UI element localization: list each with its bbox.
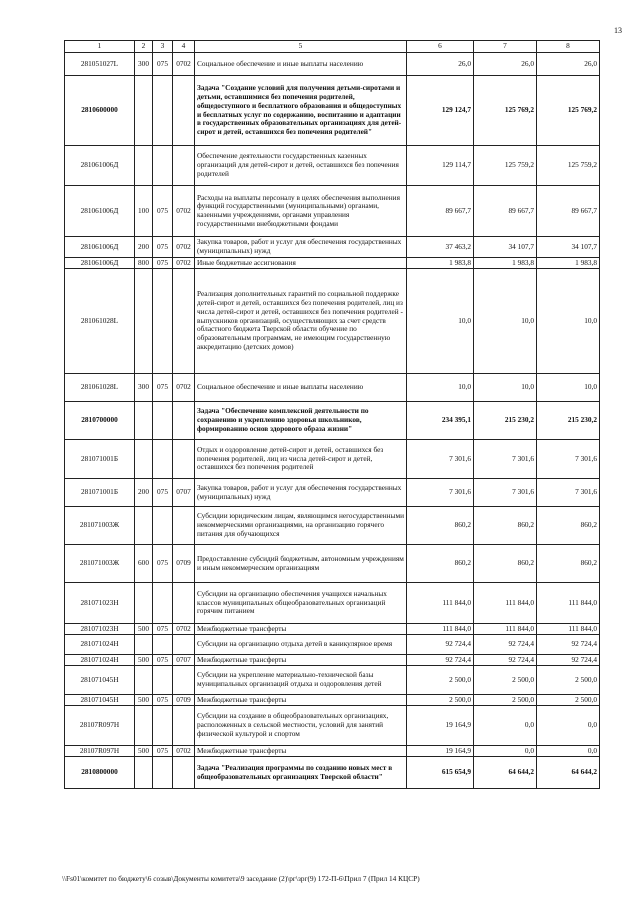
- expense-type-cell: [135, 269, 153, 374]
- section-cell: 0707: [173, 479, 195, 507]
- amount-cell-year1: 2 500,0: [407, 695, 474, 706]
- amount-cell-year2: 92 724,4: [474, 635, 537, 655]
- department-cell: [153, 706, 173, 746]
- amount-cell-year3: 860,2: [537, 507, 600, 545]
- amount-cell-year3: 0,0: [537, 706, 600, 746]
- amount-cell-year1: 129 124,7: [407, 76, 474, 146]
- col-header: 1: [65, 41, 135, 53]
- department-cell: [153, 76, 173, 146]
- section-cell: 0702: [173, 53, 195, 76]
- expense-type-cell: [135, 706, 153, 746]
- amount-cell-year1: 92 724,4: [407, 655, 474, 666]
- amount-cell-year3: 860,2: [537, 545, 600, 583]
- expense-type-cell: [135, 635, 153, 655]
- kcsr-code-cell: 281071003Ж: [65, 507, 135, 545]
- amount-cell-year3: 7 301,6: [537, 479, 600, 507]
- expense-type-cell: 100: [135, 186, 153, 237]
- amount-cell-year1: 89 667,7: [407, 186, 474, 237]
- table-row: [65, 746, 600, 757]
- expense-type-cell: [135, 583, 153, 624]
- table-row: [65, 757, 600, 789]
- amount-cell-year1: 860,2: [407, 545, 474, 583]
- section-cell: [173, 635, 195, 655]
- kcsr-code-cell: 281061028L: [65, 269, 135, 374]
- amount-cell-year1: 19 164,9: [407, 706, 474, 746]
- section-cell: 0702: [173, 374, 195, 402]
- section-cell: [173, 583, 195, 624]
- amount-cell-year2: 0,0: [474, 746, 537, 757]
- kcsr-code-cell: 281061006Д: [65, 186, 135, 237]
- col-header: 8: [537, 41, 600, 53]
- amount-cell-year1: 37 463,2: [407, 237, 474, 258]
- expense-type-cell: [135, 507, 153, 545]
- table-row: [65, 635, 600, 655]
- amount-cell-year1: 7 301,6: [407, 440, 474, 479]
- expense-type-cell: 200: [135, 237, 153, 258]
- kcsr-code-cell: 281051027L: [65, 53, 135, 76]
- description-cell: Социальное обеспечение и иные выплаты населению: [195, 374, 407, 402]
- amount-cell-year2: 125 769,2: [474, 76, 537, 146]
- amount-cell-year1: 10,0: [407, 374, 474, 402]
- amount-cell-year3: 7 301,6: [537, 440, 600, 479]
- amount-cell-year2: 7 301,6: [474, 479, 537, 507]
- amount-cell-year3: 26,0: [537, 53, 600, 76]
- department-cell: [153, 635, 173, 655]
- expense-type-cell: 200: [135, 479, 153, 507]
- expense-type-cell: 600: [135, 545, 153, 583]
- description-cell: Субсидии на укрепление материально-технической базы муниципальных организаций отдыха и оздоровления детей: [195, 666, 407, 695]
- section-cell: 0707: [173, 655, 195, 666]
- amount-cell-year2: 10,0: [474, 269, 537, 374]
- section-cell: 0702: [173, 237, 195, 258]
- col-header: 2: [135, 41, 153, 53]
- description-cell: Задача "Обеспечение комплексной деятельности по сохранению и укреплению здоровья школьников, формированию основ здорового образа жизни": [195, 402, 407, 440]
- section-cell: 0702: [173, 624, 195, 635]
- amount-cell-year2: 860,2: [474, 507, 537, 545]
- amount-cell-year3: 1 983,8: [537, 258, 600, 269]
- amount-cell-year1: 234 395,1: [407, 402, 474, 440]
- section-cell: [173, 440, 195, 479]
- section-cell: 0702: [173, 186, 195, 237]
- department-cell: [153, 146, 173, 186]
- table-row: [65, 374, 600, 402]
- amount-cell-year2: 64 644,2: [474, 757, 537, 789]
- kcsr-code-cell: 281061006Д: [65, 146, 135, 186]
- kcsr-code-cell: 281061006Д: [65, 237, 135, 258]
- col-header: 3: [153, 41, 173, 53]
- budget-table: [64, 40, 600, 789]
- footer-file-path: \\Fs01\комитет по бюджету\6 созыв\Документы комитета\9 заседание (2)\рг\зрг(9) 172-П-6\Прил 7 (Прил 14 КЦСР): [62, 874, 420, 883]
- description-cell: Закупка товаров, работ и услуг для обеспечения государственных (муниципальных) нужд: [195, 479, 407, 507]
- amount-cell-year1: 111 844,0: [407, 583, 474, 624]
- description-cell: Реализация дополнительных гарантий по социальной поддержке детей-сирот и детей, оставшихся без попечения родителей, лиц из числа детей-сирот и детей, оставшихся без попечения родителей - выпускников организаций, осуществляющих за счет средств областного бюджета Тверской области обучение по образовательным программам, не имеющим государственную аккредитацию (детских домов): [195, 269, 407, 374]
- kcsr-code-cell: 2810600000: [65, 76, 135, 146]
- kcsr-code-cell: 281071045Н: [65, 666, 135, 695]
- amount-cell-year3: 125 769,2: [537, 76, 600, 146]
- expense-type-cell: 500: [135, 695, 153, 706]
- amount-cell-year1: 615 654,9: [407, 757, 474, 789]
- kcsr-code-cell: 281071023Н: [65, 624, 135, 635]
- section-cell: 0702: [173, 258, 195, 269]
- expense-type-cell: [135, 146, 153, 186]
- section-cell: 0709: [173, 545, 195, 583]
- amount-cell-year2: 7 301,6: [474, 440, 537, 479]
- expense-type-cell: 500: [135, 624, 153, 635]
- table-row: [65, 706, 600, 746]
- section-cell: [173, 76, 195, 146]
- amount-cell-year2: 34 107,7: [474, 237, 537, 258]
- department-cell: 075: [153, 258, 173, 269]
- amount-cell-year1: 26,0: [407, 53, 474, 76]
- department-cell: 075: [153, 479, 173, 507]
- amount-cell-year1: 1 983,8: [407, 258, 474, 269]
- kcsr-code-cell: 281061006Д: [65, 258, 135, 269]
- expense-type-cell: 500: [135, 746, 153, 757]
- amount-cell-year1: 19 164,9: [407, 746, 474, 757]
- col-header: 7: [474, 41, 537, 53]
- kcsr-code-cell: 2810700000: [65, 402, 135, 440]
- expense-type-cell: [135, 76, 153, 146]
- expense-type-cell: [135, 402, 153, 440]
- kcsr-code-cell: 281071045Н: [65, 695, 135, 706]
- department-cell: 075: [153, 237, 173, 258]
- amount-cell-year2: 89 667,7: [474, 186, 537, 237]
- section-cell: [173, 402, 195, 440]
- department-cell: [153, 402, 173, 440]
- description-cell: Задача "Реализация программы по созданию новых мест в общеобразовательных организациях Тверской области": [195, 757, 407, 789]
- description-cell: Задача "Создание условий для получения детьми-сиротами и детьми, оставшимися без попечения родителей, общедоступного и бесплатного образования и общедоступных и бесплатных услуг по содержанию, воспитанию и адаптации в государственных образовательных организациях для детей-сирот и детей, оставшихся без попечения родителей": [195, 76, 407, 146]
- kcsr-code-cell: 281061028L: [65, 374, 135, 402]
- table-row: [65, 479, 600, 507]
- description-cell: Межбюджетные трансферты: [195, 655, 407, 666]
- department-cell: [153, 269, 173, 374]
- department-cell: 075: [153, 655, 173, 666]
- department-cell: [153, 440, 173, 479]
- description-cell: Субсидии на создание в общеобразовательных организациях, расположенных в сельской местности, условий для занятий физической культурой и спортом: [195, 706, 407, 746]
- section-cell: [173, 706, 195, 746]
- col-header: 4: [173, 41, 195, 53]
- amount-cell-year2: 0,0: [474, 706, 537, 746]
- amount-cell-year1: 129 114,7: [407, 146, 474, 186]
- section-cell: [173, 146, 195, 186]
- amount-cell-year2: 2 500,0: [474, 666, 537, 695]
- description-cell: Межбюджетные трансферты: [195, 695, 407, 706]
- amount-cell-year2: 111 844,0: [474, 583, 537, 624]
- table-row: [65, 186, 600, 237]
- amount-cell-year3: 89 667,7: [537, 186, 600, 237]
- col-header: 5: [195, 41, 407, 53]
- table-row: [65, 655, 600, 666]
- section-cell: [173, 269, 195, 374]
- amount-cell-year1: 7 301,6: [407, 479, 474, 507]
- amount-cell-year3: 34 107,7: [537, 237, 600, 258]
- table-row: [65, 666, 600, 695]
- amount-cell-year2: 215 230,2: [474, 402, 537, 440]
- amount-cell-year2: 125 759,2: [474, 146, 537, 186]
- amount-cell-year3: 2 500,0: [537, 695, 600, 706]
- table-row: [65, 545, 600, 583]
- header-row: [65, 41, 600, 53]
- amount-cell-year3: 125 759,2: [537, 146, 600, 186]
- amount-cell-year2: 92 724,4: [474, 655, 537, 666]
- department-cell: [153, 757, 173, 789]
- table-row: [65, 269, 600, 374]
- table-row: [65, 53, 600, 76]
- department-cell: 075: [153, 374, 173, 402]
- description-cell: Межбюджетные трансферты: [195, 746, 407, 757]
- description-cell: Субсидии юридическим лицам, являющимся негосударственными некоммерческими организациями, на организацию горячего питания для обучающихся: [195, 507, 407, 545]
- department-cell: [153, 666, 173, 695]
- kcsr-code-cell: 281071024Н: [65, 655, 135, 666]
- amount-cell-year2: 1 983,8: [474, 258, 537, 269]
- amount-cell-year1: 860,2: [407, 507, 474, 545]
- amount-cell-year3: 10,0: [537, 269, 600, 374]
- col-header: 6: [407, 41, 474, 53]
- description-cell: Предоставление субсидий бюджетным, автономным учреждениям и иным некоммерческим организациям: [195, 545, 407, 583]
- amount-cell-year1: 10,0: [407, 269, 474, 374]
- department-cell: [153, 507, 173, 545]
- amount-cell-year1: 2 500,0: [407, 666, 474, 695]
- amount-cell-year3: 10,0: [537, 374, 600, 402]
- department-cell: 075: [153, 186, 173, 237]
- table-row: [65, 695, 600, 706]
- amount-cell-year3: 92 724,4: [537, 655, 600, 666]
- amount-cell-year1: 111 844,0: [407, 624, 474, 635]
- amount-cell-year3: 64 644,2: [537, 757, 600, 789]
- kcsr-code-cell: 281071001Б: [65, 479, 135, 507]
- amount-cell-year1: 92 724,4: [407, 635, 474, 655]
- expense-type-cell: 500: [135, 655, 153, 666]
- description-cell: Субсидии на организацию обеспечения учащихся начальных классов муниципальных общеобразовательных организаций горячим питанием: [195, 583, 407, 624]
- amount-cell-year3: 92 724,4: [537, 635, 600, 655]
- description-cell: Закупка товаров, работ и услуг для обеспечения государственных (муниципальных) нужд: [195, 237, 407, 258]
- kcsr-code-cell: 28107R097Н: [65, 746, 135, 757]
- amount-cell-year3: 2 500,0: [537, 666, 600, 695]
- expense-type-cell: 300: [135, 374, 153, 402]
- section-cell: [173, 757, 195, 789]
- department-cell: [153, 583, 173, 624]
- kcsr-code-cell: 281071023Н: [65, 583, 135, 624]
- expense-type-cell: [135, 440, 153, 479]
- kcsr-code-cell: 281071001Б: [65, 440, 135, 479]
- page-number: 13: [614, 26, 622, 35]
- amount-cell-year2: 26,0: [474, 53, 537, 76]
- expense-type-cell: [135, 666, 153, 695]
- section-cell: [173, 666, 195, 695]
- department-cell: 075: [153, 624, 173, 635]
- kcsr-code-cell: 281071003Ж: [65, 545, 135, 583]
- kcsr-code-cell: 281071024Н: [65, 635, 135, 655]
- table-row: [65, 583, 600, 624]
- table-row: [65, 76, 600, 146]
- amount-cell-year3: 215 230,2: [537, 402, 600, 440]
- expense-type-cell: [135, 757, 153, 789]
- section-cell: [173, 507, 195, 545]
- expense-type-cell: 300: [135, 53, 153, 76]
- table-row: [65, 440, 600, 479]
- department-cell: 075: [153, 545, 173, 583]
- description-cell: Обеспечение деятельности государственных казенных организаций для детей-сирот и детей, оставшихся без попечения родителей: [195, 146, 407, 186]
- amount-cell-year2: 10,0: [474, 374, 537, 402]
- table-row: [65, 237, 600, 258]
- department-cell: 075: [153, 53, 173, 76]
- kcsr-code-cell: 2810800000: [65, 757, 135, 789]
- amount-cell-year2: 111 844,0: [474, 624, 537, 635]
- amount-cell-year2: 2 500,0: [474, 695, 537, 706]
- table-body: [65, 53, 600, 789]
- table-row: [65, 402, 600, 440]
- table-row: [65, 624, 600, 635]
- table-row: [65, 507, 600, 545]
- description-cell: Расходы на выплаты персоналу в целях обеспечения выполнения функций государственными (муниципальными) органами, казенными учреждениями, органами управления государственными внебюджетными фондами: [195, 186, 407, 237]
- description-cell: Межбюджетные трансферты: [195, 624, 407, 635]
- table-row: [65, 146, 600, 186]
- table-row: [65, 258, 600, 269]
- description-cell: Иные бюджетные ассигнования: [195, 258, 407, 269]
- amount-cell-year3: 111 844,0: [537, 624, 600, 635]
- department-cell: 075: [153, 746, 173, 757]
- amount-cell-year2: 860,2: [474, 545, 537, 583]
- description-cell: Отдых и оздоровление детей-сирот и детей, оставшихся без попечения родителей, лиц из числа детей-сирот и детей, оставшихся без попечения родителей: [195, 440, 407, 479]
- department-cell: 075: [153, 695, 173, 706]
- section-cell: 0709: [173, 695, 195, 706]
- description-cell: Субсидии на организацию отдыха детей в каникулярное время: [195, 635, 407, 655]
- amount-cell-year3: 111 844,0: [537, 583, 600, 624]
- expense-type-cell: 800: [135, 258, 153, 269]
- section-cell: 0702: [173, 746, 195, 757]
- amount-cell-year3: 0,0: [537, 746, 600, 757]
- kcsr-code-cell: 28107R097Н: [65, 706, 135, 746]
- description-cell: Социальное обеспечение и иные выплаты населению: [195, 53, 407, 76]
